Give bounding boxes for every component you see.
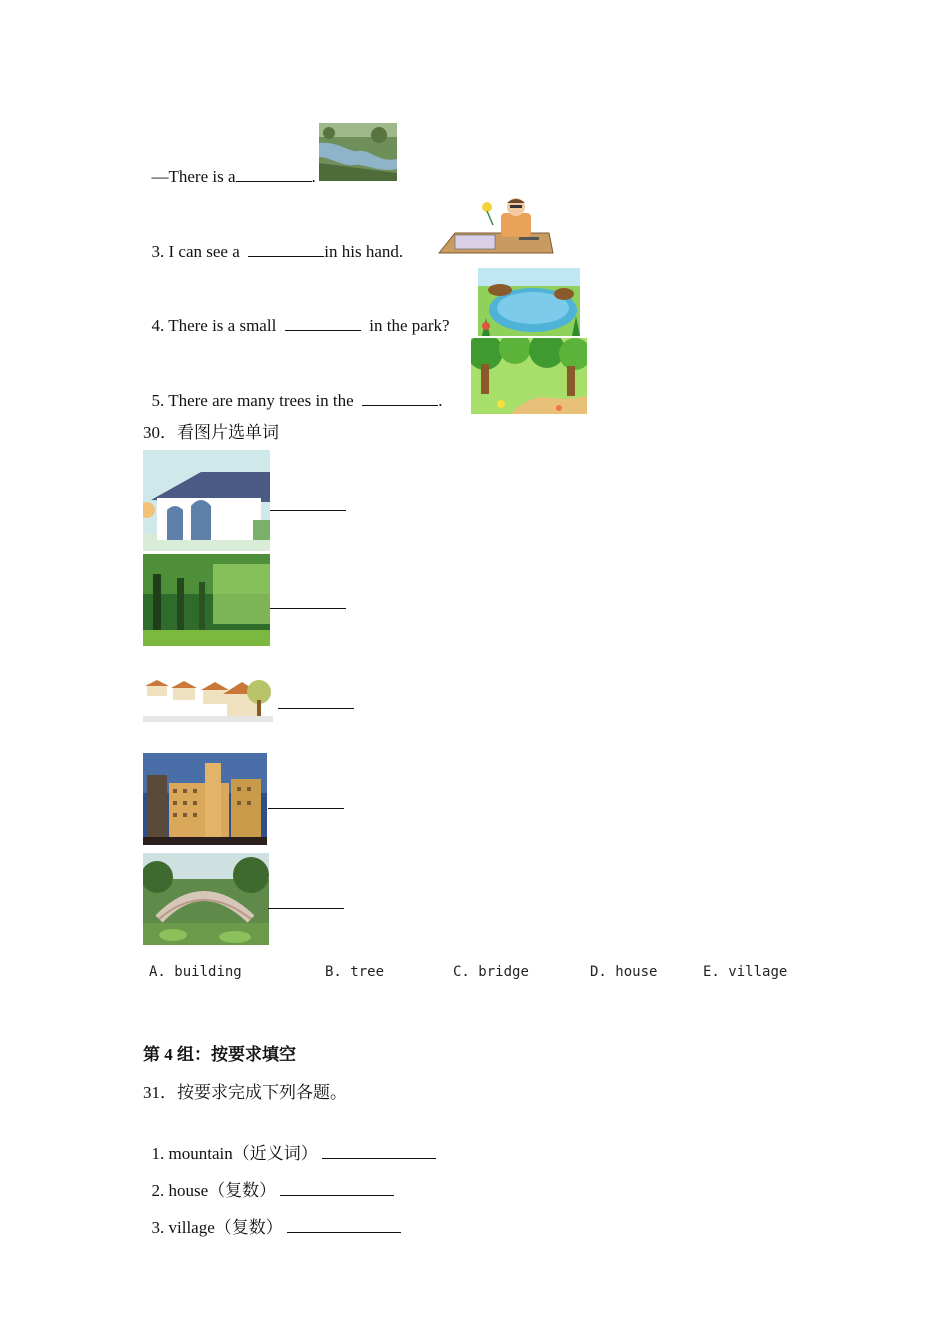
- q3-blank[interactable]: [248, 240, 324, 257]
- option-a: [149, 964, 242, 980]
- q4-prefix: 4. There is a small: [151, 316, 277, 335]
- trees-picture: [143, 554, 270, 646]
- q2-blank[interactable]: [236, 165, 312, 182]
- q31-item-3: [143, 1194, 401, 1239]
- option-a-letter: A.: [149, 964, 166, 980]
- q31-item-1-text: 1. mountain（近义词）: [151, 1144, 318, 1163]
- option-e-letter: E.: [703, 964, 720, 980]
- q2-text: —There is a: [151, 167, 236, 186]
- answer-blank-2[interactable]: [270, 608, 346, 609]
- lake-picture: [478, 268, 580, 336]
- option-b-letter: B.: [325, 964, 342, 980]
- q31-item-3-blank[interactable]: [287, 1216, 401, 1233]
- forest-picture: [471, 338, 587, 414]
- village-picture: [143, 666, 273, 726]
- q5-line: [143, 367, 442, 412]
- q31-item-2-text: 2. house（复数）: [151, 1181, 277, 1200]
- option-c-word: bridge: [478, 964, 529, 980]
- q5-prefix: 5. There are many trees in the: [151, 391, 354, 410]
- q31-item-3-text: 3. village（复数）: [151, 1218, 283, 1237]
- q4-line: [143, 292, 450, 337]
- teacher-with-flower-picture: [437, 195, 555, 257]
- building-picture: [143, 753, 267, 845]
- q2-tail: .: [311, 167, 316, 186]
- answer-blank-3[interactable]: [278, 708, 354, 709]
- river-picture: [319, 123, 397, 181]
- option-d-letter: D.: [590, 964, 607, 980]
- option-c-letter: C.: [453, 964, 470, 980]
- answer-blank-4[interactable]: [268, 808, 344, 809]
- q3-prefix: 3. I can see a: [151, 242, 240, 261]
- option-b: [325, 964, 384, 980]
- q30-title: 30．看图片选单词: [143, 423, 279, 442]
- bridge-picture: [143, 853, 269, 945]
- q3-suffix: in his hand.: [324, 242, 404, 261]
- q4-suffix: in the park?: [369, 316, 450, 335]
- q5-suffix: .: [438, 391, 443, 410]
- option-e-word: village: [728, 964, 788, 980]
- q4-blank[interactable]: [285, 314, 361, 331]
- group4-heading: 第 4 组：按要求填空: [143, 1045, 296, 1064]
- option-c: [453, 964, 529, 980]
- answer-blank-1[interactable]: [270, 510, 346, 511]
- option-e: [703, 964, 787, 980]
- option-d-word: house: [615, 964, 658, 980]
- option-a-word: building: [174, 964, 242, 980]
- q2-line: [143, 143, 316, 188]
- house-picture: [143, 450, 270, 551]
- q3-line: [143, 218, 403, 263]
- answer-blank-5[interactable]: [268, 908, 344, 909]
- q31-title: 31．按要求完成下列各题。: [143, 1083, 347, 1102]
- q5-blank[interactable]: [362, 389, 438, 406]
- option-b-word: tree: [350, 964, 385, 980]
- option-d: [590, 964, 657, 980]
